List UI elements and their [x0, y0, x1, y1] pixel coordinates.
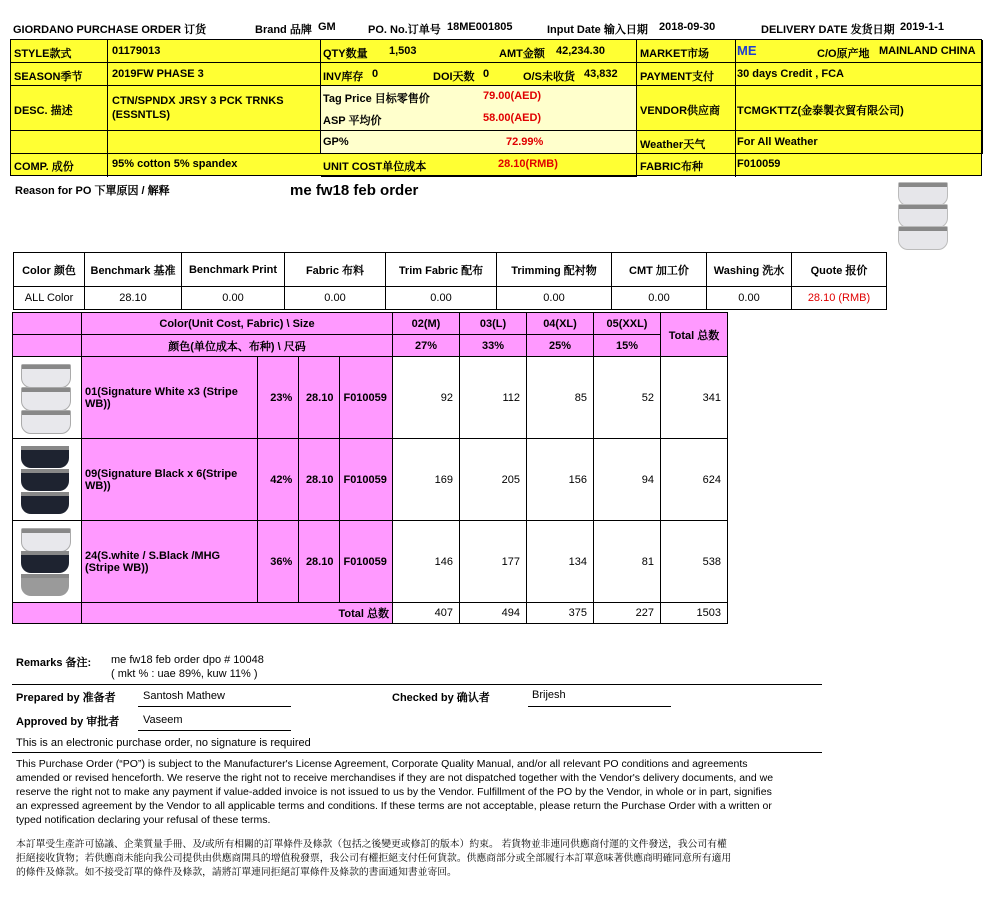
- amt-value: 42,234.30: [556, 45, 605, 57]
- qty-cell: 205: [460, 439, 527, 521]
- swatch-white: [13, 357, 82, 439]
- table-row: [13, 439, 728, 521]
- bench-header: Fabric 布料: [285, 253, 386, 287]
- inv-label: INV库存: [323, 71, 364, 83]
- divider: [12, 684, 822, 685]
- size-grid: [12, 312, 728, 624]
- season-label: SEASON季节: [14, 71, 83, 83]
- bench-header: Benchmark 基准: [85, 253, 182, 287]
- bench-cell: ALL Color: [14, 287, 85, 310]
- size-ratio: 15%: [594, 335, 661, 357]
- asp-value: 58.00(AED): [483, 112, 542, 124]
- grid-header-cn: 颜色(单位成本、布种) \ 尺码: [82, 335, 393, 357]
- row-total: 341: [661, 357, 728, 439]
- doi-label: DOI天数: [433, 71, 475, 83]
- electronic-note: This is an electronic purchase order, no signature is required: [16, 737, 311, 749]
- swatch-mixed: [13, 521, 82, 603]
- color-cost: 28.10: [299, 439, 340, 521]
- size-header: 04(XL): [527, 313, 594, 335]
- inv-value: 0: [372, 68, 379, 80]
- bench-cell: 0.00: [182, 287, 285, 310]
- delivery-date-value: 2019-1-1: [900, 21, 945, 33]
- style-value: 01179013: [112, 45, 161, 57]
- desc-label: DESC. 描述: [14, 105, 73, 117]
- color-pct: 42%: [258, 439, 299, 521]
- total-cell: 407: [393, 603, 460, 624]
- color-pct: 23%: [258, 357, 299, 439]
- size-ratio: 25%: [527, 335, 594, 357]
- bench-header: Trimming 配衬物: [497, 253, 612, 287]
- approved-label: Approved by 审批者: [16, 716, 120, 728]
- reason-label: Reason for PO 下單原因 / 解释: [15, 185, 170, 197]
- style-label: STYLE款式: [14, 48, 72, 60]
- qty-label: QTY数量: [323, 48, 368, 60]
- os-value: 43,832: [584, 68, 618, 80]
- reason-value: me fw18 feb order: [290, 182, 419, 199]
- terms-en-line: This Purchase Order (“PO”) is subject to the Manufacturer's License Agreement, Corporate Quality Manual, and/or all relevant PO conditions and agreements: [16, 758, 748, 770]
- total-cell: 494: [460, 603, 527, 624]
- gp-label: GP%: [323, 136, 349, 148]
- qty-cell: 169: [393, 439, 460, 521]
- market-label: MARKET市场: [640, 48, 710, 60]
- po-number-value: 18ME001805: [447, 21, 513, 33]
- terms-cn-line: 的條件及條款。如不接受訂單的條件及條款，請將訂單連同拒絕訂單條件及條款的書面通知書並寄回。: [16, 867, 457, 878]
- benchmark-table: [13, 252, 887, 310]
- total-row: [13, 603, 728, 624]
- origin-label: C/O原产地: [817, 48, 870, 60]
- os-label: O/S未收货: [523, 71, 575, 83]
- checked-value: Brijesh: [532, 689, 566, 701]
- color-fabric: F010059: [340, 357, 393, 439]
- total-cell: 375: [527, 603, 594, 624]
- color-name: 09(Signature Black x 6(Stripe WB)): [82, 439, 258, 521]
- color-pct: 36%: [258, 521, 299, 603]
- input-date-label: Input Date 输入日期: [547, 24, 648, 36]
- product-image-main: [894, 180, 954, 258]
- checked-underline: [528, 706, 671, 707]
- grid-header-en: Color(Unit Cost, Fabric) \ Size: [82, 313, 393, 335]
- remarks-label: Remarks 备注:: [16, 657, 92, 669]
- bench-quote: 28.10 (RMB): [792, 287, 887, 310]
- bench-header: CMT 加工价: [612, 253, 707, 287]
- bench-header: Quote 报价: [792, 253, 887, 287]
- size-header: 03(L): [460, 313, 527, 335]
- payment-value: 30 days Credit , FCA: [737, 68, 844, 80]
- fabric-label: FABRIC布种: [640, 161, 703, 173]
- remarks-line-1: me fw18 feb order dpo # 10048: [111, 654, 264, 666]
- divider: [12, 752, 822, 753]
- color-name: 01(Signature White x3 (Stripe WB)): [82, 357, 258, 439]
- qty-cell: 112: [460, 357, 527, 439]
- terms-en-line: typed notification declaring your refusal of these terms.: [16, 814, 271, 826]
- desc-value-2: (ESSNTLS): [112, 109, 171, 121]
- input-date-value: 2018-09-30: [659, 21, 716, 33]
- approved-underline: [138, 730, 291, 731]
- bench-cell: 0.00: [497, 287, 612, 310]
- tag-price-value: 79.00(AED): [483, 90, 542, 102]
- row-total: 624: [661, 439, 728, 521]
- qty-cell: 177: [460, 521, 527, 603]
- fabric-value: F010059: [737, 158, 781, 170]
- qty-cell: 52: [594, 357, 661, 439]
- qty-cell: 134: [527, 521, 594, 603]
- bench-header: Trim Fabric 配布: [386, 253, 497, 287]
- prepared-underline: [138, 706, 291, 707]
- terms-en-line: reserve the right not to make any payment if value-added invoice is not issued to us by the Vendor. Fulfillment of the PO by the Vendor, in whole or in part, signifies: [16, 786, 772, 798]
- market-value: ME: [737, 43, 757, 58]
- payment-label: PAYMENT支付: [640, 71, 714, 83]
- season-value: 2019FW PHASE 3: [112, 68, 204, 80]
- approved-value: Vaseem: [143, 714, 183, 726]
- terms-en-line: an expressed agreement by the Vendor to all applicable terms and conditions. If these terms are not acceptable, please return the Purchase Order with a written or: [16, 800, 772, 812]
- brand-value: GM: [318, 21, 336, 33]
- qty-cell: 156: [527, 439, 594, 521]
- bench-header: Color 颜色: [14, 253, 85, 287]
- size-header: 05(XXL): [594, 313, 661, 335]
- qty-cell: 94: [594, 439, 661, 521]
- terms-en: [16, 757, 773, 827]
- bench-cell: 0.00: [707, 287, 792, 310]
- bench-cell: 0.00: [386, 287, 497, 310]
- gp-value: 72.99%: [506, 136, 544, 148]
- size-ratio: 33%: [460, 335, 527, 357]
- unit-cost-label: UNIT COST单位成本: [323, 161, 427, 173]
- qty-cell: 81: [594, 521, 661, 603]
- origin-value: MAINLAND CHINA: [879, 45, 976, 57]
- delivery-date-label: DELIVERY DATE 发货日期: [761, 24, 895, 36]
- row-total: 538: [661, 521, 728, 603]
- color-fabric: F010059: [340, 439, 393, 521]
- weather-value: For All Weather: [737, 136, 818, 148]
- bench-header: Benchmark Print: [182, 253, 285, 287]
- terms-cn-line: 拒絕接收貨物；若供應商未能向我公司提供由供應商開具的增值稅發票，我公司有權拒絕支付任何貨款。供應商部分或全部履行本訂單意味著供應商明確同意所有適用: [16, 853, 732, 864]
- amt-label: AMT金额: [499, 48, 545, 60]
- total-header: Total 总数: [661, 313, 728, 357]
- total-cell: 227: [594, 603, 661, 624]
- prepared-value: Santosh Mathew: [143, 690, 225, 702]
- comp-label: COMP. 成份: [14, 161, 74, 173]
- vendor-label: VENDOR供应商: [640, 105, 721, 117]
- qty-value: 1,503: [389, 45, 417, 57]
- weather-label: Weather天气: [640, 139, 706, 151]
- terms-en-line: amended or revised henceforth. We reserve the right not to receive merchandises if they are not dispatched together with the Vendor's delivery documents, and we: [16, 772, 774, 784]
- po-title: GIORDANO PURCHASE ORDER 订货: [13, 24, 207, 36]
- prepared-label: Prepared by 准备者: [16, 692, 116, 704]
- bench-cell: 28.10: [85, 287, 182, 310]
- size-ratio: 27%: [393, 335, 460, 357]
- terms-cn: [16, 838, 731, 880]
- color-fabric: F010059: [340, 521, 393, 603]
- qty-cell: 146: [393, 521, 460, 603]
- asp-label: ASP 平均价: [323, 115, 382, 127]
- bench-header: Washing 洗水: [707, 253, 792, 287]
- color-cost: 28.10: [299, 521, 340, 603]
- header-grid: [10, 39, 982, 176]
- color-name: 24(S.white / S.Black /MHG (Stripe WB)): [82, 521, 258, 603]
- checked-label: Checked by 确认者: [392, 692, 490, 704]
- swatch-black: [13, 439, 82, 521]
- qty-cell: 85: [527, 357, 594, 439]
- terms-cn-line: 本訂單受生產許可協議、企業質量手冊、及/或所有相關的訂單條件及條款（包括之後變更或修訂的版本）約束。 若貨物並非連同供應商付運的文件發送，我公司有權: [16, 839, 727, 850]
- brand-label: Brand 品牌: [255, 24, 312, 36]
- size-header: 02(M): [393, 313, 460, 335]
- qty-cell: 92: [393, 357, 460, 439]
- desc-value-1: CTN/SPNDX JRSY 3 PCK TRNKS: [112, 95, 284, 107]
- table-row: [13, 357, 728, 439]
- bench-cell: 0.00: [612, 287, 707, 310]
- total-footer-label: Total 总数: [82, 603, 393, 624]
- table-row: [13, 521, 728, 603]
- doi-value: 0: [483, 68, 490, 80]
- remarks-line-2: ( mkt % : uae 89%, kuw 11% ): [111, 668, 258, 680]
- comp-value: 95% cotton 5% spandex: [112, 158, 238, 170]
- bench-cell: 0.00: [285, 287, 386, 310]
- vendor-value: TCMGKTTZ(金泰製衣貿有限公司): [737, 105, 904, 117]
- color-cost: 28.10: [299, 357, 340, 439]
- grand-total: 1503: [661, 603, 728, 624]
- tag-price-label: Tag Price 目标零售价: [323, 93, 430, 105]
- unit-cost-value: 28.10(RMB): [498, 158, 558, 170]
- po-number-label: PO. No.订单号: [368, 24, 441, 36]
